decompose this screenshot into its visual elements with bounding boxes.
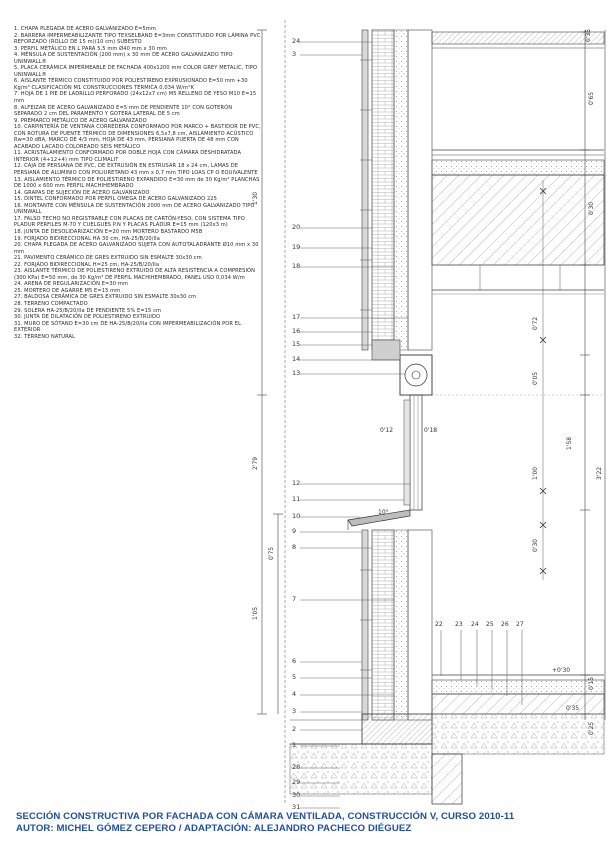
- dim-mid-right-2: 0'05: [532, 371, 539, 385]
- legend-item: 1. CHAPA PLEGADA DE ACERO GALVANIZADO E=5mm: [14, 26, 156, 32]
- floor-layer-number-label: 25: [486, 621, 494, 628]
- dim-level-1: +0'30: [552, 667, 571, 674]
- basement: [290, 714, 604, 804]
- legend-item: 19. FORJADO BIDIRECCIONAL HA 30 cm, HA-25/B/20/IIa: [14, 235, 161, 242]
- dim-mid-right-4: 1'58: [566, 436, 573, 450]
- dim-mid-right-3: 1'00: [532, 466, 539, 480]
- floor-layer-number-label: 23: [455, 621, 463, 628]
- part-number-label: 15: [292, 340, 301, 348]
- dim-left-mid: 2'79: [252, 456, 259, 470]
- floor-layer-number-label: 27: [516, 621, 524, 628]
- legend-item: 11. ACRISTALAMIENTO CONFORMADO POR DOBLE HOJA CON CÁMARA DESHIDRATADA INTERIOR (4+12+4) mm TIPO CLIMALIT: [14, 150, 242, 163]
- legend-item: 2. BARRERA IMPERMEABILIZANTE TIPO TEXSELBAND E=3mm CONSTITUIDO POR LÁMINA PVC REFORZADO (ROLLO DE 15 m)(10 cm) SUBESTO: [14, 32, 261, 46]
- legend-item: 16. MONTANTE CON MÉNSULA DE SUSTENTACIÓN 2000 mm DE ACERO GALVANIZADO TIPO UNINWALL: [14, 202, 255, 216]
- dim-sill-angle: 10°: [378, 509, 389, 516]
- part-number-label: 20: [292, 223, 301, 231]
- legend-item: 30. JUNTA DE DILATACIÓN DE POLIESTIRENO EXTRUIDO: [14, 314, 161, 321]
- legend-item: 14. GRAPAS DE SUJECIÓN DE ACERO GALVANIZADO: [14, 189, 150, 196]
- legend-item: 32. TERRENO NATURAL: [14, 333, 76, 340]
- dim-mid-right-1: 0'72: [532, 316, 539, 330]
- bottom-number-labels: [435, 621, 524, 628]
- caption-title: SECCIÓN CONSTRUCTIVA POR FACHADA CON CÁMARA VENTILADA, CONSTRUCCIÓN V, CURSO 2010-11: [16, 811, 515, 822]
- legend-item: 17. FALSO TECHO NO REGISTRABLE CON PLACAS DE CARTÓN-YESO, CON SISTEMA TIPO PLADUR PERFILES M-70 Y CUELGUES P.N Y PLACAS PLADUR E=15 mm (120x3 m): [14, 215, 245, 229]
- dim-top-right-2: 0'65: [588, 91, 595, 105]
- legend-item: 5. PLACA CERÁMICA IMPERMEABLE DE FACHADA 400x1200 mm COLOR GREY METALIC, TIPO UNINWALL®: [14, 65, 258, 78]
- legend-item: 31. MURO DE SÓTANO E=30 cm DE HA-25/B/20/IIa CON IMPERMEABILIZACIÓN POR EL EXTERIOR: [14, 320, 242, 334]
- legend-list: [14, 26, 262, 340]
- part-number-label: 4: [292, 690, 297, 698]
- legend-item: 7. HOJA DE 1 PIE DE LADRILLO PERFORADO (24x12x7 cm) M5 RELLENO DE YESO M10 E=15 mm: [14, 91, 257, 105]
- dim-top-right-3: 0'30: [588, 201, 595, 215]
- part-number-label: 12: [292, 479, 301, 487]
- floor-layer-number-label: 24: [471, 621, 479, 628]
- legend-item: 24. ARENA DE REGULARIZACIÓN E=30 mm: [14, 281, 128, 288]
- part-number-label: 3: [292, 50, 297, 58]
- dim-left-lower: 1'05: [252, 606, 259, 620]
- legend-item: 20. CHAPA PLEGADA DE ACERO GALVANIZADO SUJETA CON AUTOTALADRANTE Ø10 mm x 30 mm: [14, 242, 259, 255]
- part-number-label: 17: [292, 313, 301, 321]
- floor-layer-number-label: 22: [435, 621, 443, 628]
- legend-item: 28. TERRENO COMPACTADO: [14, 300, 88, 307]
- part-number-label: 11: [292, 495, 301, 503]
- legend-item: 15. DINTEL CONFORMADO POR PERFIL OMEGA DE ACERO GALVANIZADO 225: [14, 196, 217, 203]
- right-dimension-lines: [580, 30, 605, 720]
- part-number-label: 30: [292, 791, 301, 799]
- part-number-label: 24: [292, 37, 301, 45]
- part-number-label: 28: [292, 763, 301, 771]
- part-number-label: 6: [292, 657, 297, 665]
- floor-layer-number-label: 26: [501, 621, 509, 628]
- legend-item: 13. AISLAMIENTO TÉRMICO DE POLIESTIRENO EXPANDIDO E=30 mm de 30 Kg/m³ PLANCHAS DE 1000 x 600 mm PERFIL MACHIHEMBRADO: [14, 176, 260, 190]
- window: [404, 395, 422, 510]
- legend-item: 10. CARPINTERÍA DE VENTANA CORREDERA CONFORMADO POR MARCO + BASTIDOR DE PVC, CON ROTURA DE PUENTE TÉRMICO DE DIMENSIONES 6,5x7,8 cm, AISLAMIENTO ACÚSTICO Rw=30 dBA, MARCO DE 4/3 mm, HOJA DE 43 mm, PERSIANA PUERTA DE 48 mm CON ACABADO LACADO COLOREADO SEIS METÁLICO: [14, 124, 261, 150]
- part-number-label: 1: [292, 741, 297, 749]
- legend-item: 3. PERFIL METÁLICO EN L PARA 5,5 mm Ø40 mm x 30 mm: [14, 45, 167, 52]
- facade-upper: [362, 30, 432, 350]
- dim-left-small: 0'75: [268, 546, 275, 560]
- part-number-label: 2: [292, 725, 297, 733]
- part-number-label: 18: [292, 262, 301, 270]
- dim-mid-right-5: 0'30: [532, 538, 539, 552]
- part-number-label: 3: [292, 707, 297, 715]
- legend-item: 29. SOLERA HA-25/B/20/IIa DE PENDIENTE 5% E=15 cm: [14, 307, 162, 314]
- facade-lower: [362, 530, 432, 720]
- legend-item: 25. MORTERO DE AGARRE M5 E=15 mm: [14, 287, 121, 294]
- caption: [16, 811, 606, 834]
- caption-author: AUTOR: MICHEL GÓMEZ CEPERO / ADAPTACIÓN: ALEJANDRO PACHECO DIÉGUEZ: [16, 822, 412, 834]
- left-number-labels: [292, 37, 300, 811]
- dim-left-upper: 1'30: [252, 191, 259, 205]
- part-number-label: 9: [292, 527, 297, 535]
- part-number-label: 13: [292, 369, 301, 377]
- legend-item: 6. AISLANTE TÉRMICO CONSTITUIDO POR POLIESTIRENO EXPRUSIONADO E=50 mm +30 Kg/m³ CLASIFICACIÓN M1 CONSTRUCCIONES TÉRMICA 0,034 W/m°K: [14, 78, 248, 91]
- dimension-labels: [252, 29, 603, 735]
- dim-lower-right-2: 0'25: [588, 721, 595, 735]
- dim-lower-right-1: 0'15: [588, 676, 595, 690]
- part-number-label: 14: [292, 355, 301, 363]
- legend-item: 9. PREMARCO METÁLICO DE ACERO GALVANIZADO: [14, 117, 147, 124]
- legend-item: 18. JUNTA DE DESOLIDARIZACIÓN E=20 mm MORTERO BASTARDO M5B: [14, 228, 203, 235]
- legend-item: 8. ALFEIZAR DE ACERO GALVANIZADO E=5 mm DE PENDIENTE 10° CON GOTERÓN SEPARADO 2 cm DEL PARAMENTO Y GOTERA LATERAL DE 5 cm: [14, 104, 233, 118]
- legend-item: 12. CAJA DE PERSIANA DE PVC, DE EXTRUSIÓN EN ESTRUSAR 18 x 24 cm, LAMAS DE PERSIANA DE ALUMINIO CON POLIURETANO 43 mm x 0,7 mm TIPO LOAS CP O EQUIVALENTE: [14, 163, 258, 177]
- legend-item: 4. MÉNSULA DE SUSTENTACIÓN (200 mm) x 30 mm DE ACERO GALVANIZADO TIPO UNINWALL®: [14, 52, 233, 65]
- legend-item: 22. FORJADO BIDIRECCIONAL H=25 cm, HA-25/B/20/IIa: [14, 261, 160, 268]
- part-number-label: 29: [292, 778, 301, 786]
- part-number-label: 7: [292, 595, 297, 603]
- part-number-label: 10: [292, 512, 301, 520]
- false-ceiling: [432, 265, 604, 294]
- part-number-label: 16: [292, 327, 301, 335]
- top-slab: [432, 32, 604, 48]
- part-number-label: 19: [292, 243, 301, 251]
- dim-top-right-1: 0'35: [585, 28, 592, 42]
- dim-window-1: 0'12: [380, 427, 394, 434]
- part-number-label: 31: [292, 803, 301, 811]
- legend-item: 23. AISLANTE TÉRMICO DE POLIESTIRENO EXTRUIDO DE ALTA RESISTENCIA A COMPRESIÓN (300 KPa) E=50 mm, de 30 Kg/m³ DE PERFIL MACHIHEMBRADO, PANEL USO 0,034 W/m: [14, 268, 256, 281]
- dim-window-2: 0'18: [424, 427, 438, 434]
- dim-level-2: 0'35: [566, 705, 580, 712]
- legend-item: 21. PAVIMENTO CERÁMICO DE GRES EXTRUIDO SIN ESMALTE 30x30 cm: [14, 255, 202, 262]
- legend-item: 27. BALDOSA CERÁMICA DE GRES EXTRUIDO SIN ESMALTE 30x30 cm: [14, 294, 197, 301]
- part-number-label: 8: [292, 543, 297, 551]
- upper-slab: [432, 150, 604, 265]
- part-number-label: 5: [292, 673, 297, 681]
- dim-right-total: 3'22: [596, 466, 603, 480]
